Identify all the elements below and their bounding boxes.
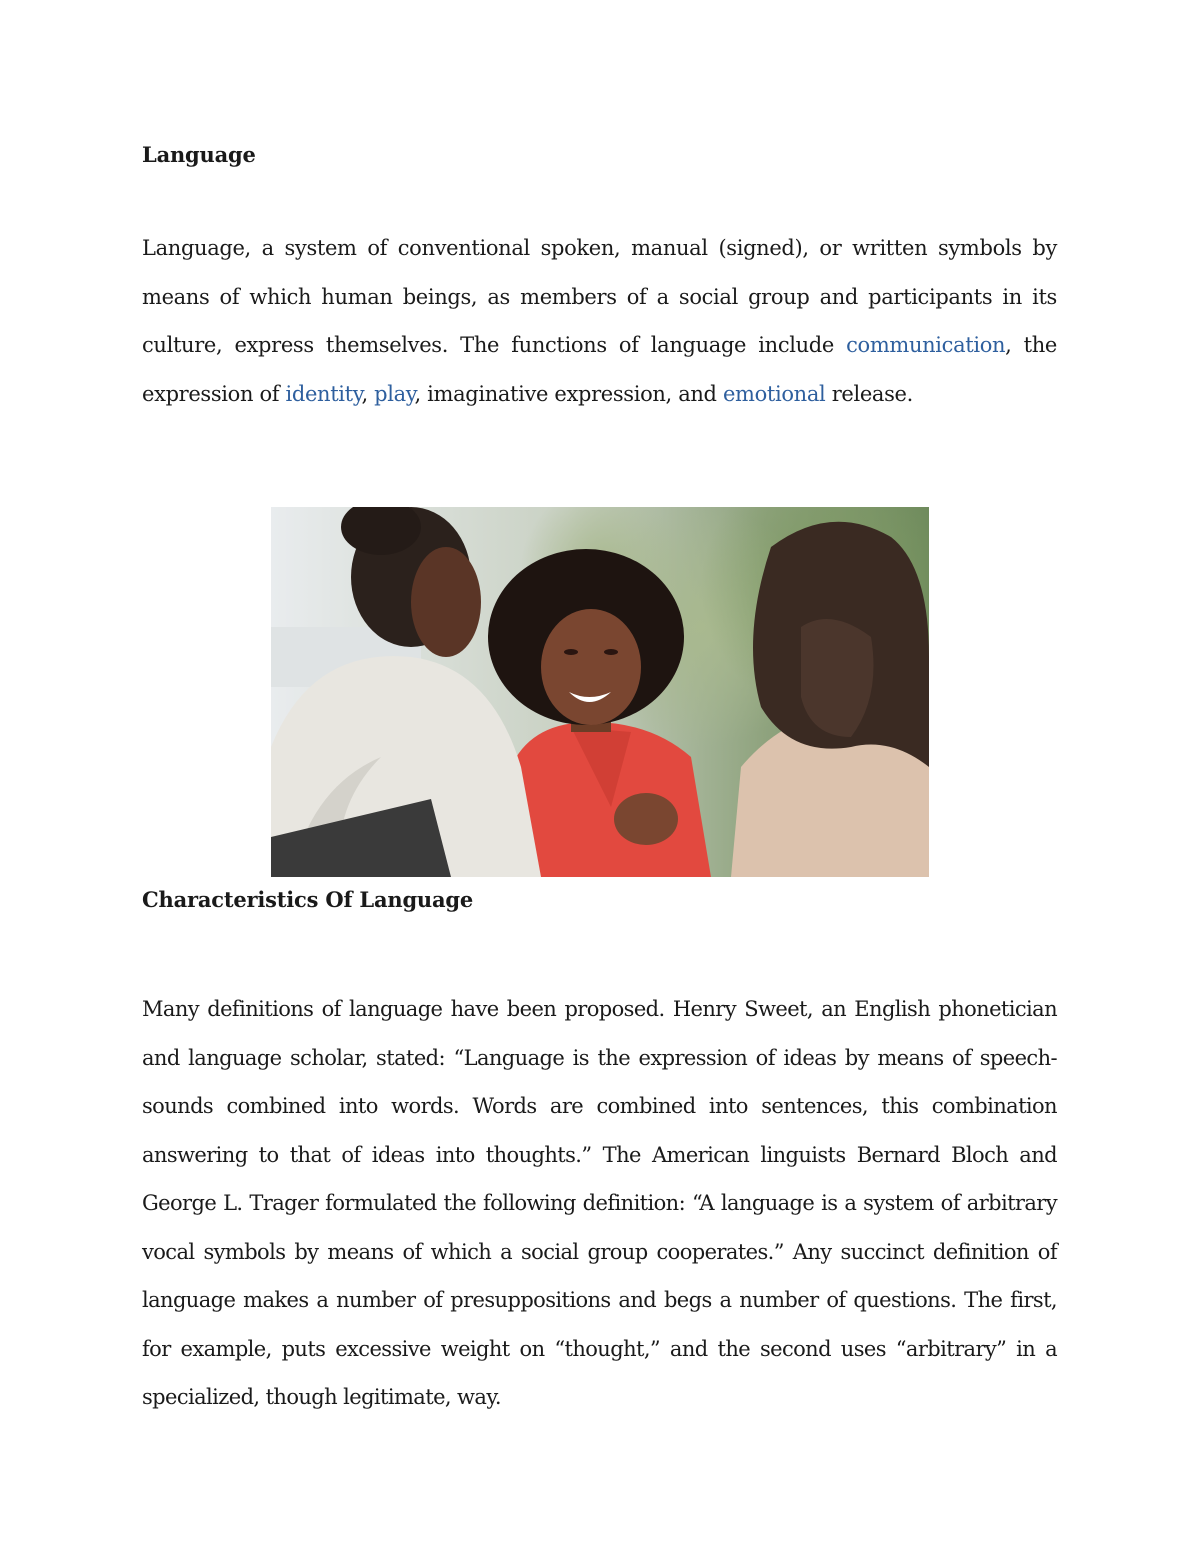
- paragraph-text: ,: [361, 381, 375, 406]
- section-heading-characteristics: Characteristics Of Language: [142, 887, 474, 912]
- paragraph-text: , imaginative expression, and: [414, 381, 723, 406]
- link-identity[interactable]: identity: [285, 381, 362, 406]
- link-emotional[interactable]: emotional: [722, 381, 826, 406]
- section-heading-language: Language: [142, 142, 256, 167]
- paragraph-text: Language, a system of conventional spoken, manual (signed), or written symbols by means of which human beings, as members of a social group and participants in its culture, express themselves. The functions of language include: [142, 236, 1057, 357]
- link-communication[interactable]: communication: [846, 333, 1006, 357]
- paragraph-text: , the expression of: [142, 333, 1057, 406]
- language-definition-paragraph: [142, 224, 1057, 418]
- characteristics-paragraph: Many definitions of language have been proposed. Henry Sweet, an English phonetician and language scholar, stated: “Language is the expression of ideas by means of speech-sounds combined into words. Words are combined into sentences, this combination answering to that of ideas into thoughts.” The American linguists Bernard Bloch and George L. Trager formulated the following definition: “A language is a system of arbitrary vocal symbols by means of which a social group cooperates.” Any succinct definition of language makes a number of presuppositions and begs a number of questions. The first, for example, puts excessive weight on “thought,” and the second uses “arbitrary” in a specialized, though legitimate, way.: [142, 997, 1057, 1409]
- paragraph-text: release.: [825, 381, 913, 406]
- link-play[interactable]: play: [374, 381, 415, 406]
- photo-three-women-talking-icon: [271, 507, 929, 877]
